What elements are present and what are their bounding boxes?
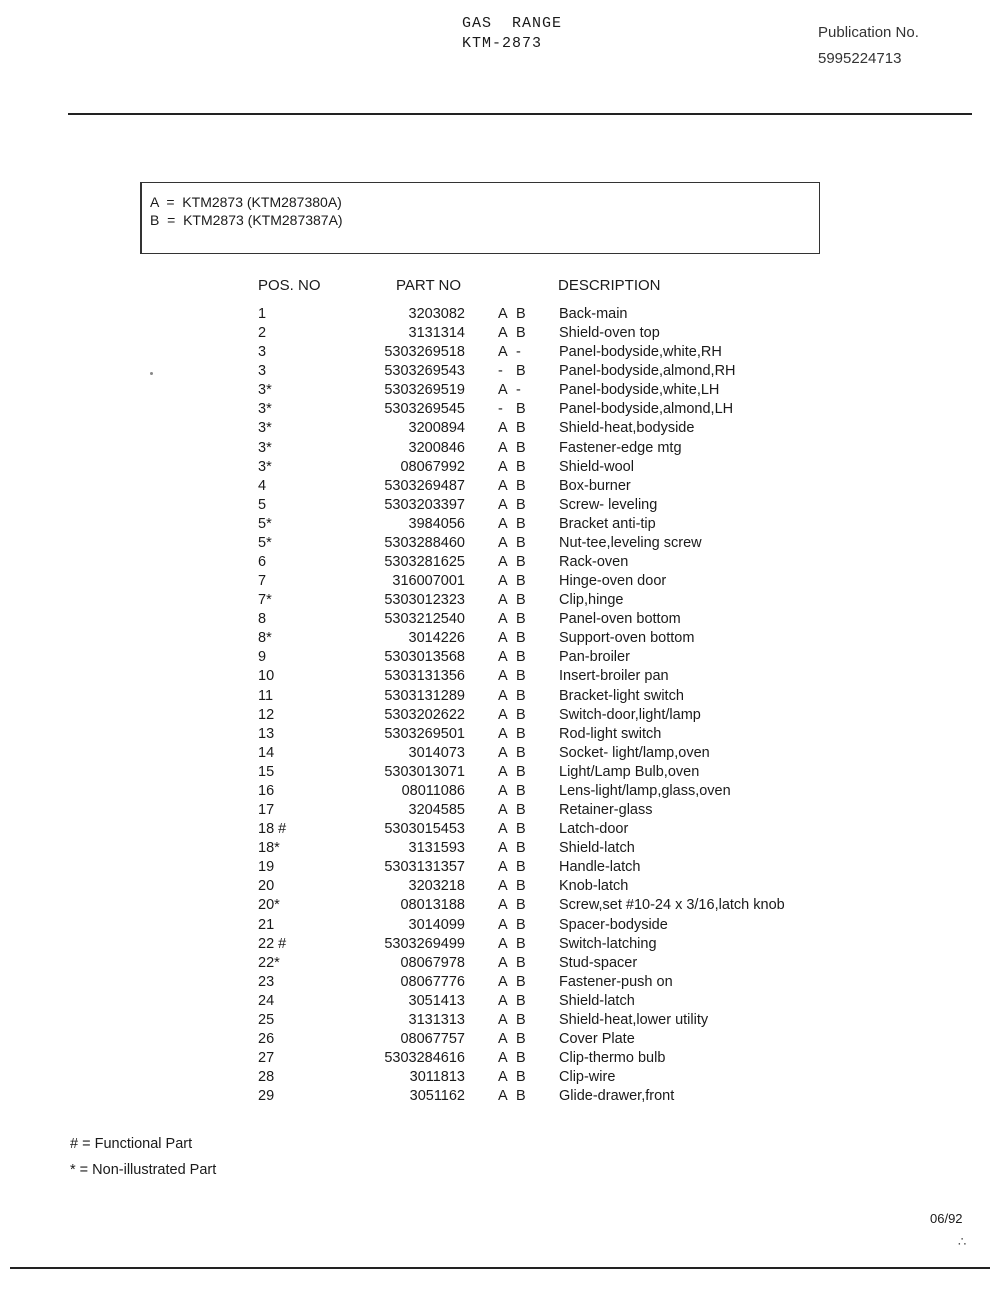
model-a-cell: A [498,897,508,914]
model-line-a: A = KTM2873 (KTM287380A) [150,194,342,210]
pos-cell: 3* [258,458,272,475]
pos-cell: 22* [258,954,280,971]
table-row [0,744,1000,763]
title-line-product: GAS RANGE [462,15,563,32]
description-cell: Panel-bodyside,almond,LH [559,401,734,418]
model-a-cell: - [498,401,503,418]
model-b-cell: B [516,687,526,704]
part-number-cell: 5303288460 [384,534,465,551]
model-a-cell: A [498,592,508,609]
model-b-cell: B [516,325,526,342]
table-row [0,896,1000,915]
model-b-cell: B [516,1011,526,1028]
part-number-cell: 3014073 [408,744,465,761]
model-b-cell: B [516,534,526,551]
publication-label: Publication No. [818,24,919,41]
model-b-cell: B [516,1069,526,1086]
model-b-cell: B [516,363,526,380]
publication-number: 5995224713 [818,50,902,67]
document-title [462,14,562,54]
description-cell: Nut-tee,leveling screw [559,534,702,551]
model-b-cell: B [516,554,526,571]
description-cell: Bracket anti-tip [559,515,656,532]
model-a-cell: A [498,725,508,742]
model-a-cell: A [498,1069,508,1086]
part-number-cell: 5303212540 [384,611,465,628]
description-cell: Clip,hinge [559,592,624,609]
pos-cell: 8* [258,630,272,647]
description-cell: Shield-oven top [559,325,660,342]
model-a-cell: A [498,534,508,551]
part-number-cell: 5303269487 [384,477,465,494]
part-number-cell: 5303269499 [384,935,465,952]
pos-cell: 22 # [258,935,287,952]
table-row [0,1087,1000,1106]
part-number-cell: 5303281625 [384,554,465,571]
part-number-cell: 5303013568 [384,649,465,666]
model-line-b: B = KTM2873 (KTM287387A) [150,212,343,228]
model-a-cell: A [498,687,508,704]
table-row [0,858,1000,877]
model-b-cell: B [516,897,526,914]
table-row [0,782,1000,801]
pos-cell: 8 [258,611,267,628]
table-row [0,1011,1000,1030]
pos-cell: 20 [258,878,275,895]
part-number-cell: 3051162 [409,1088,465,1105]
description-cell: Shield-heat,lower utility [559,1011,709,1028]
part-number-cell: 5303269543 [384,363,465,380]
model-a-cell: A [498,496,508,513]
table-row [0,1068,1000,1087]
model-b-cell: B [516,439,526,456]
model-b-cell: B [516,458,526,475]
model-b-cell: B [516,763,526,780]
part-number-cell: 3014226 [408,630,465,647]
revision-date: 06/92 [930,1211,963,1226]
table-row [0,553,1000,572]
part-number-cell: 3984056 [408,515,465,532]
table-row [0,706,1000,725]
parts-list [0,305,1000,1106]
pos-cell: 26 [258,1030,275,1047]
table-row [0,305,1000,324]
model-a-cell: A [498,859,508,876]
model-b-cell: B [516,306,526,322]
pos-cell: 3 [258,344,267,361]
part-number-cell: 3131314 [408,325,465,342]
pos-cell: 27 [258,1050,275,1067]
model-a-cell: A [498,954,508,971]
model-a-cell: - [498,363,503,380]
column-header-description: DESCRIPTION [558,277,661,294]
model-b-cell: B [516,782,526,799]
description-cell: Fastener-edge mtg [559,439,682,456]
part-number-cell: 3131593 [408,840,465,857]
model-a-cell: A [498,1088,508,1105]
part-number-cell: 5303269545 [384,401,465,418]
pos-cell: 3* [258,382,272,399]
table-row [0,534,1000,553]
pos-cell: 18* [258,840,280,857]
table-row [0,839,1000,858]
part-number-cell: 3131313 [408,1011,465,1028]
part-number-cell: 3203218 [408,878,465,895]
publication-block [818,20,919,72]
pos-cell: 10 [258,668,275,685]
model-a-cell: A [498,420,508,437]
part-number-cell: 316007001 [392,573,465,590]
model-b-cell: B [516,992,526,1009]
description-cell: Switch-door,light/lamp [559,706,701,723]
part-number-cell: 5303012323 [384,592,465,609]
table-row [0,458,1000,477]
pos-cell: 3* [258,401,272,418]
description-cell: Cover Plate [559,1030,635,1047]
table-row [0,439,1000,458]
description-cell: Insert-broiler pan [559,668,669,685]
table-row [0,667,1000,686]
part-number-cell: 08067776 [400,973,465,990]
model-b-cell: B [516,592,526,609]
pos-cell: 14 [258,744,275,761]
model-a-cell: A [498,630,508,647]
pos-cell: 24 [258,992,275,1009]
model-a-cell: A [498,821,508,838]
model-b-cell: B [516,840,526,857]
model-b-cell: B [516,630,526,647]
model-b-cell: B [516,515,526,532]
description-cell: Latch-door [559,821,629,838]
part-number-cell: 3014099 [408,916,465,933]
part-number-cell: 5303131357 [384,859,465,876]
table-row [0,419,1000,438]
model-legend-box [140,182,820,254]
model-a-cell: A [498,706,508,723]
model-b-cell: B [516,878,526,895]
model-a-cell: A [498,1030,508,1047]
scan-mark-icon: ∴ [958,1234,967,1249]
column-header-part: PART NO [396,277,462,294]
table-row [0,381,1000,400]
model-b-cell: B [516,954,526,971]
part-number-cell: 5303015453 [384,821,465,838]
description-cell: Box-burner [559,477,631,494]
description-cell: Shield-latch [559,840,635,857]
description-cell: Switch-latching [559,935,657,952]
description-cell: Hinge-oven door [559,573,667,590]
description-cell: Back-main [559,306,628,322]
table-row [0,1049,1000,1068]
table-row [0,877,1000,896]
table-row [0,1030,1000,1049]
description-cell: Retainer-glass [559,802,653,819]
pos-cell: 5* [258,534,272,551]
part-number-cell: 5303013071 [384,763,465,780]
description-cell: Knob-latch [559,878,629,895]
pos-cell: 19 [258,859,275,876]
model-b-cell: B [516,1030,526,1047]
description-cell: Glide-drawer,front [559,1088,675,1105]
model-a-cell: A [498,573,508,590]
description-cell: Rack-oven [559,554,629,571]
pos-cell: 7 [258,573,267,590]
part-number-cell: 5303131289 [384,687,465,704]
pos-cell: 11 [258,687,274,704]
table-row [0,648,1000,667]
model-a-cell: A [498,344,508,361]
symbol-legend [70,1131,216,1183]
part-number-cell: 08011086 [401,782,465,799]
part-number-cell: 08067992 [400,458,465,475]
pos-cell: 6 [258,554,267,571]
description-cell: Screw,set #10-24 x 3/16,latch knob [559,897,785,914]
model-b-cell: B [516,859,526,876]
part-number-cell: 3204585 [408,802,465,819]
model-b-cell: B [516,649,526,666]
model-a-cell: A [498,382,508,399]
pos-cell: 23 [258,973,275,990]
model-a-cell: A [498,802,508,819]
description-cell: Rod-light switch [559,725,662,742]
part-number-cell: 08067978 [400,954,465,971]
table-row [0,992,1000,1011]
table-row [0,916,1000,935]
table-row [0,496,1000,515]
legend-functional: # = Functional Part [70,1136,193,1152]
model-b-cell: B [516,668,526,685]
description-cell: Screw- leveling [559,496,658,513]
part-number-cell: 3051413 [408,992,465,1009]
model-a-cell: A [498,649,508,666]
description-cell: Clip-wire [559,1069,616,1086]
description-cell: Bracket-light switch [559,687,684,704]
table-row [0,801,1000,820]
description-cell: Support-oven bottom [559,630,695,647]
part-number-cell: 3203082 [408,306,465,322]
model-b-cell: - [516,382,521,399]
part-number-cell: 3200846 [408,439,465,456]
model-a-cell: A [498,306,508,322]
table-row [0,610,1000,629]
table-row [0,343,1000,362]
table-row [0,324,1000,343]
model-b-cell: B [516,573,526,590]
part-number-cell: 5303284616 [384,1050,465,1067]
pos-cell: 3 [258,363,267,380]
pos-cell: 20* [258,897,280,914]
model-b-cell: B [516,496,526,513]
description-cell: Clip-thermo bulb [559,1050,666,1067]
table-row [0,687,1000,706]
part-number-cell: 08067757 [400,1030,465,1047]
column-header-pos: POS. NO [258,277,321,294]
pos-cell: 25 [258,1011,275,1028]
table-row [0,763,1000,782]
bottom-divider [10,1267,990,1269]
description-cell: Panel-bodyside,almond,RH [559,363,736,380]
model-a-cell: A [498,1011,508,1028]
model-b-cell: B [516,1088,526,1105]
description-cell: Pan-broiler [559,649,630,666]
model-b-cell: B [516,802,526,819]
legend-non-illustrated: * = Non-illustrated Part [70,1162,217,1178]
description-cell: Light/Lamp Bulb,oven [559,763,700,780]
description-cell: Shield-heat,bodyside [559,420,695,437]
pos-cell: 21 [258,916,275,933]
table-row [0,400,1000,419]
description-cell: Stud-spacer [559,954,638,971]
model-a-cell: A [498,554,508,571]
model-a-cell: A [498,916,508,933]
model-a-cell: A [498,782,508,799]
table-row [0,725,1000,744]
description-cell: Spacer-bodyside [559,916,668,933]
model-b-cell: B [516,973,526,990]
description-cell: Shield-latch [559,992,635,1009]
table-row [0,973,1000,992]
table-row [0,572,1000,591]
model-a-cell: A [498,992,508,1009]
part-number-cell: 5303269519 [384,382,465,399]
model-b-cell: B [516,916,526,933]
table-row [0,362,1000,381]
table-row [0,629,1000,648]
model-b-cell: B [516,420,526,437]
description-cell: Fastener-push on [559,973,673,990]
table-row [0,515,1000,534]
table-row [0,954,1000,973]
model-a-cell: A [498,973,508,990]
description-cell: Panel-bodyside,white,LH [559,382,720,399]
model-a-cell: A [498,668,508,685]
model-b-cell: - [516,344,521,361]
model-b-cell: B [516,821,526,838]
model-b-cell: B [516,744,526,761]
pos-cell: 7* [258,592,272,609]
description-cell: Panel-bodyside,white,RH [559,344,722,361]
pos-cell: 5* [258,515,272,532]
model-a-cell: A [498,878,508,895]
description-cell: Lens-light/lamp,glass,oven [559,782,731,799]
model-a-cell: A [498,611,508,628]
description-cell: Shield-wool [559,458,634,475]
table-row [0,591,1000,610]
pos-cell: 3* [258,420,272,437]
pos-cell: 2 [258,325,267,342]
pos-cell: 9 [258,649,267,666]
pos-cell: 16 [258,782,275,799]
model-b-cell: B [516,725,526,742]
model-b-cell: B [516,706,526,723]
description-cell: Handle-latch [559,859,641,876]
title-line-model: KTM-2873 [462,35,543,52]
pos-cell: 29 [258,1088,275,1105]
table-row [0,477,1000,496]
model-a-cell: A [498,840,508,857]
model-a-cell: A [498,744,508,761]
model-b-cell: B [516,935,526,952]
pos-cell: 1 [258,306,267,322]
model-a-cell: A [498,439,508,456]
model-a-cell: A [498,477,508,494]
pos-cell: 5 [258,496,267,513]
model-b-cell: B [516,401,526,418]
pos-cell: 17 [258,802,275,819]
model-b-cell: B [516,477,526,494]
description-cell: Socket- light/lamp,oven [559,744,710,761]
pos-cell: 28 [258,1069,275,1086]
pos-cell: 3* [258,439,272,456]
description-cell: Panel-oven bottom [559,611,681,628]
pos-cell: 15 [258,763,275,780]
model-a-cell: A [498,458,508,475]
pos-cell: 18 # [258,821,287,838]
pos-cell: 4 [258,477,267,494]
pos-cell: 12 [258,706,275,723]
model-b-cell: B [516,1050,526,1067]
part-number-cell: 5303269501 [384,725,465,742]
table-row [0,820,1000,839]
model-a-cell: A [498,515,508,532]
part-number-cell: 08013188 [400,897,465,914]
model-a-cell: A [498,1050,508,1067]
part-number-cell: 5303131356 [384,668,465,685]
part-number-cell: 3011813 [409,1069,465,1086]
part-number-cell: 5303203397 [384,496,465,513]
pos-cell: 13 [258,725,275,742]
top-divider [68,113,972,115]
model-a-cell: A [498,935,508,952]
table-row [0,935,1000,954]
part-number-cell: 3200894 [408,420,465,437]
part-number-cell: 5303202622 [384,706,465,723]
model-a-cell: A [498,325,508,342]
model-b-cell: B [516,611,526,628]
part-number-cell: 5303269518 [384,344,465,361]
model-a-cell: A [498,763,508,780]
